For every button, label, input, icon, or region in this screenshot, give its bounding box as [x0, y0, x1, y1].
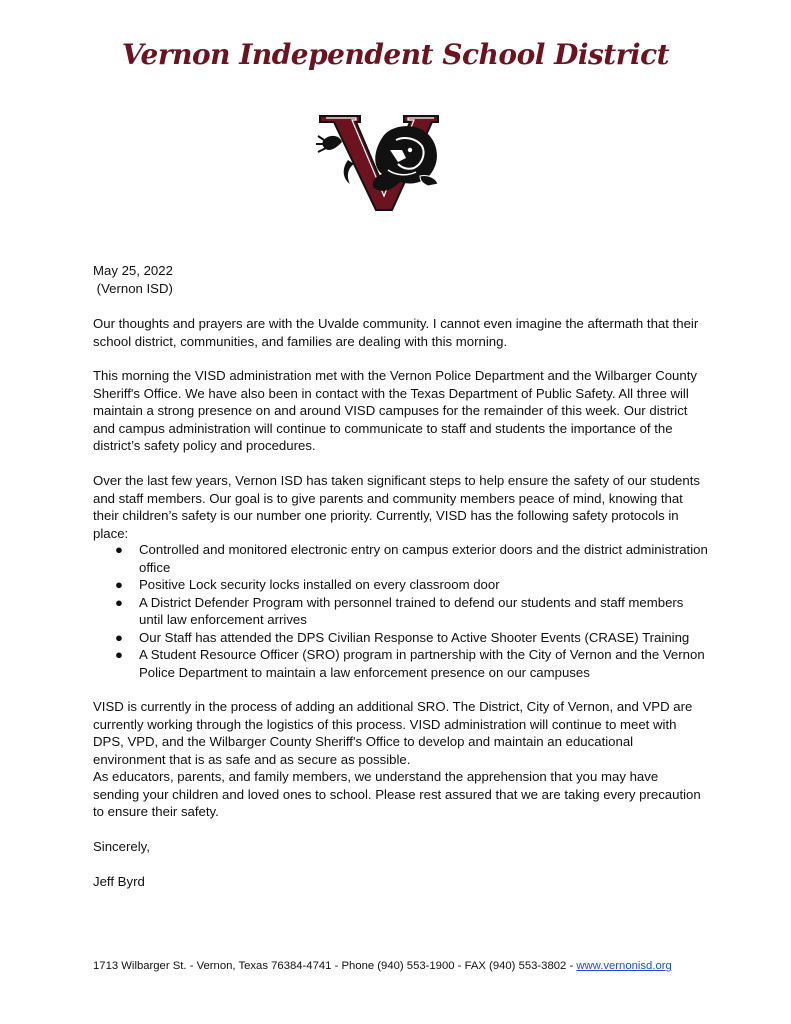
paragraph-safety-steps — [93, 472, 708, 542]
paragraph-additional-sro-text: VISD is currently in the process of adding an additional SRO. The District, City of Vernon, and VPD are currently working through the logistics of this process. VISD administration will continue to meet with DPS, VPD, and the Wilbarger County Sheriff's Office to develop and maintain an educational environment that is as safe and as secure as possible. — [93, 699, 693, 767]
district-website-link[interactable]: www.vernonisd.org — [576, 960, 672, 972]
letter-signer-name: Jeff Byrd — [93, 874, 145, 889]
list-item — [93, 646, 708, 681]
list-item-text: A District Defender Program with personnel trained to defend our students and staff members until law enforcement arrives — [139, 594, 684, 627]
bullet-icon: ● — [115, 629, 123, 645]
letter-date: May 25, 2022 — [93, 263, 173, 278]
list-item — [93, 541, 708, 576]
letter-source — [93, 280, 708, 298]
bullet-icon: ● — [115, 647, 123, 662]
footer-address: 1713 Wilbarger St. - Vernon, Texas 76384-4741 - Phone (940) 553-1900 - FAX (940) 553-3802 - — [93, 960, 577, 972]
list-item — [93, 629, 708, 647]
paragraph-additional-sro — [93, 698, 708, 768]
letter-signature — [93, 873, 708, 891]
paragraph-condolences — [93, 315, 708, 350]
paragraph-condolences-text: Our thoughts and prayers are with the Uvalde community. I cannot even imagine the aftermath that their school district, communities, and families are dealing with this morning. — [93, 316, 699, 349]
paragraph-reassurance — [93, 768, 708, 821]
list-item-text: Our Staff has attended the DPS Civilian Response to Active Shooter Events (CRASE) Training — [139, 629, 690, 645]
safety-protocols-list — [93, 541, 708, 681]
paragraph-law-enforcement — [93, 367, 708, 455]
list-item — [93, 576, 708, 594]
paragraph-law-enforcement-text: This morning the VISD administration met with the Vernon Police Department and the Wilbarger County Sheriff's Office. We have also been in contact with the Texas Department of Public Safety. All three will maintain a strong presence on and around VISD campuses for the remainder of this week. Our district and campus administration will continue to communicate to staff and students the importance of the district’s safety policy and procedures. — [93, 368, 697, 453]
letter-footer — [93, 960, 733, 972]
letter-closing — [93, 838, 708, 856]
vernon-lions-v-logo-icon — [312, 110, 447, 214]
letter-source-text: (Vernon ISD) — [96, 280, 173, 296]
letter-date-block — [93, 262, 708, 297]
bullet-icon: ● — [115, 542, 123, 557]
list-item-text: A Student Resource Officer (SRO) program in partnership with the City of Vernon and the Vernon Police Department to maintain a law enforcement presence on our campuses — [139, 647, 705, 680]
paragraph-safety-steps-text: Over the last few years, Vernon ISD has taken significant steps to help ensure the safety of our students and staff members. Our goal is to give parents and community members peace of mind, knowing that their children’s safety is our number one priority. Currently, VISD has the following safety protocols in place: — [93, 473, 700, 541]
letter-closing-text: Sincerely, — [93, 839, 150, 854]
list-item-text: Controlled and monitored electronic entry on campus exterior doors and the district administration office — [139, 542, 708, 575]
paragraph-reassurance-text: As educators, parents, and family members, we understand the apprehension that you may have sending your children and loved ones to school. Please rest assured that we are taking every precaution to ensure their safety. — [93, 769, 701, 819]
bullet-icon: ● — [115, 594, 123, 610]
list-item — [93, 594, 708, 629]
district-name-heading: Vernon Independent School District — [121, 38, 670, 71]
list-item-text: Positive Lock security locks installed on every classroom door — [139, 577, 500, 592]
bullet-icon: ● — [115, 577, 123, 592]
